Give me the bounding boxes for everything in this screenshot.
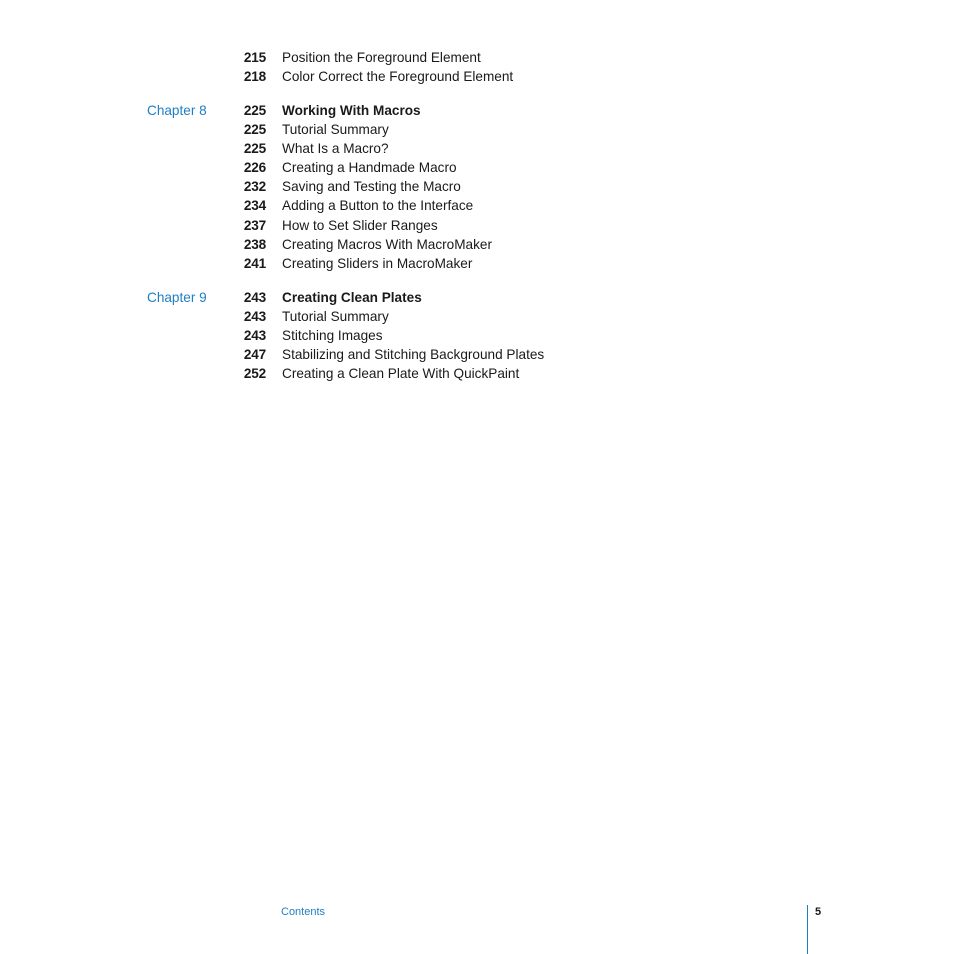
toc-entry-title: Creating a Handmade Macro <box>282 160 457 176</box>
toc-chapter-9-block <box>0 288 954 384</box>
toc-page-number: 234 <box>243 198 266 214</box>
chapter-title: Working With Macros <box>282 102 421 118</box>
toc-page-number: 247 <box>243 347 266 363</box>
toc-page-number: 232 <box>243 179 266 195</box>
toc-page-number: 241 <box>243 256 266 271</box>
toc-entry[interactable] <box>0 139 954 158</box>
toc-page-number: 252 <box>243 366 266 382</box>
toc-continued-block <box>0 48 954 86</box>
chapter-label: Chapter 9 <box>147 289 207 305</box>
toc-page-number: 218 <box>243 68 266 84</box>
chapter-label: Chapter 8 <box>147 102 207 118</box>
toc-entry[interactable] <box>0 326 954 345</box>
toc-entry-title: Stitching Images <box>282 327 383 343</box>
toc-page-number: 226 <box>243 160 266 176</box>
toc-entry-title: What Is a Macro? <box>282 140 389 156</box>
footer-section-label[interactable]: Contents <box>281 906 326 918</box>
toc-chapter-heading[interactable] <box>0 288 954 307</box>
footer-divider <box>807 905 808 954</box>
toc-entry-title: How to Set Slider Ranges <box>282 217 438 233</box>
toc-page-number: 243 <box>243 327 266 343</box>
toc-entry-title: Stabilizing and Stitching Background Plates <box>282 347 545 363</box>
toc-entry[interactable] <box>0 364 954 383</box>
toc-page-number: 243 <box>243 289 266 305</box>
toc-entry[interactable] <box>0 216 954 235</box>
toc-entry[interactable] <box>0 120 954 139</box>
toc-entry[interactable] <box>0 235 954 254</box>
toc-page-number: 225 <box>243 121 266 137</box>
toc-entry[interactable] <box>0 196 954 215</box>
toc-entry[interactable] <box>0 254 954 273</box>
toc-entry-title: Tutorial Summary <box>282 121 389 137</box>
toc-page-number: 225 <box>243 140 266 156</box>
toc-entry-title: Tutorial Summary <box>282 308 389 324</box>
toc-page-number: 238 <box>243 236 266 252</box>
toc-entry[interactable] <box>0 158 954 177</box>
toc-entry-title: Creating Sliders in MacroMaker <box>282 256 473 271</box>
toc-entry[interactable] <box>0 177 954 196</box>
footer-page-number: 5 <box>815 906 822 918</box>
toc-chapter-heading[interactable] <box>0 101 954 120</box>
toc-entry[interactable] <box>0 67 954 86</box>
toc-entry[interactable] <box>0 345 954 364</box>
toc-entry-title: Position the Foreground Element <box>282 49 481 65</box>
toc-entry-title: Saving and Testing the Macro <box>282 179 461 195</box>
chapter-title: Creating Clean Plates <box>282 289 422 305</box>
toc-entry-title: Color Correct the Foreground Element <box>282 68 514 84</box>
toc-entry-title: Creating Macros With MacroMaker <box>282 236 492 252</box>
toc-entry[interactable] <box>0 307 954 326</box>
toc-entry-title: Creating a Clean Plate With QuickPaint <box>282 366 520 382</box>
toc-page-number: 215 <box>243 49 266 65</box>
toc-page-number: 237 <box>243 217 266 233</box>
toc-page-number: 243 <box>243 308 266 324</box>
toc-entry[interactable] <box>0 48 954 67</box>
toc-entry-title: Adding a Button to the Interface <box>282 198 474 214</box>
toc-page-number: 225 <box>243 102 266 118</box>
toc-chapter-8-block <box>0 101 954 274</box>
